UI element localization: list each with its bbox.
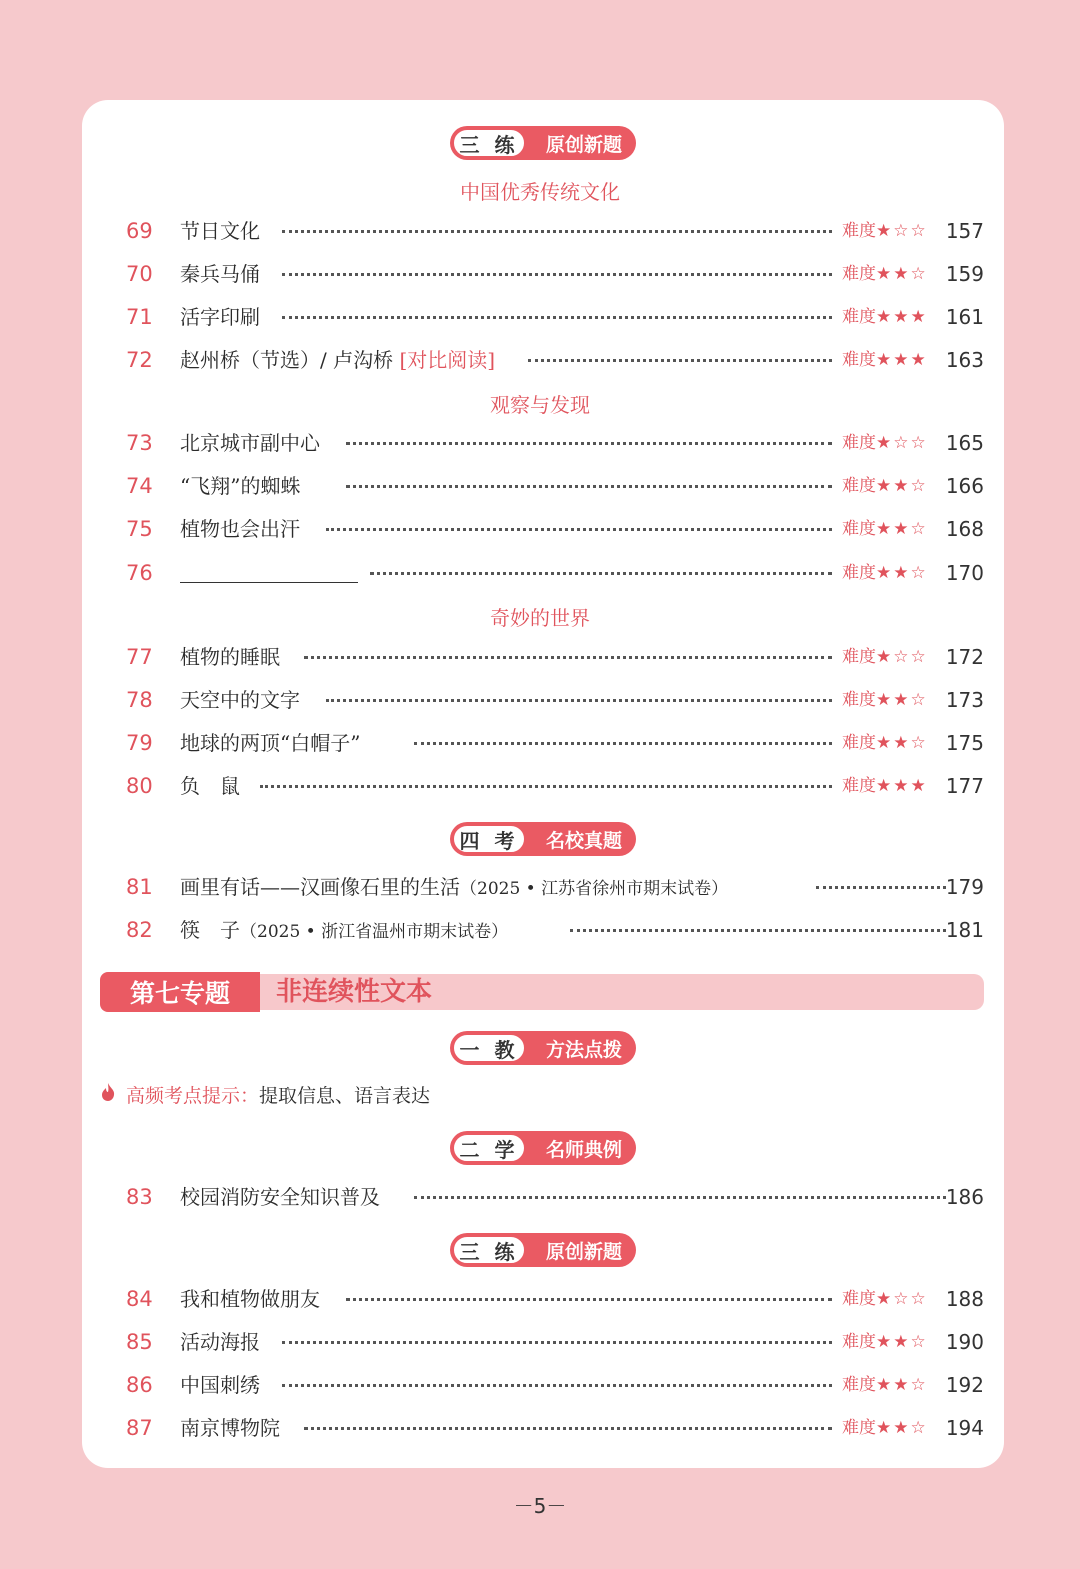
difficulty	[842, 512, 928, 546]
page-number: 192	[945, 1373, 984, 1397]
toc-row[interactable]	[0, 512, 1080, 546]
page-number: 163	[945, 348, 984, 372]
item-title: 筷 子	[180, 918, 240, 942]
item-title: 植物也会出汗	[180, 517, 300, 541]
item-number: 73	[126, 431, 153, 455]
toc-row[interactable]	[0, 343, 1080, 377]
item-number: 75	[126, 517, 153, 541]
difficulty-label: 难度	[842, 1375, 876, 1395]
difficulty-label: 难度	[842, 776, 876, 796]
difficulty	[842, 1325, 928, 1359]
page-number: 188	[945, 1287, 984, 1311]
difficulty-label: 难度	[842, 733, 876, 753]
title-blank-line[interactable]	[180, 582, 358, 583]
toc-row[interactable]	[0, 257, 1080, 291]
item-title: 秦兵马俑	[180, 262, 260, 286]
item-number: 70	[126, 262, 153, 286]
chapter-tab: 第七专题	[100, 972, 260, 1012]
page-number: 172	[945, 645, 984, 669]
banner-left-label: 二 学	[452, 1133, 526, 1163]
difficulty	[842, 1282, 928, 1316]
difficulty-label: 难度	[842, 647, 876, 667]
item-title: 赵州桥（节选）/ 卢沟桥	[180, 348, 394, 372]
page-number: 177	[945, 774, 984, 798]
star-icon: ★★☆	[876, 1418, 928, 1438]
banner-exam	[450, 822, 636, 856]
item-title: 中国刺绣	[180, 1373, 260, 1397]
star-icon: ★★★	[876, 350, 928, 370]
toc-row[interactable]	[0, 726, 1080, 760]
item-number: 81	[126, 875, 153, 899]
difficulty	[842, 343, 928, 377]
item-title: “飞翔”的蜘蛛	[180, 474, 301, 498]
item-number: 86	[126, 1373, 153, 1397]
page-number: 165	[945, 431, 984, 455]
item-title: 我和植物做朋友	[180, 1287, 320, 1311]
flame-icon	[100, 1081, 126, 1113]
chapter-header	[100, 972, 984, 1012]
difficulty	[842, 426, 928, 460]
banner-practice	[450, 126, 636, 160]
leader-dots	[528, 359, 832, 362]
difficulty-label: 难度	[842, 433, 876, 453]
toc-row[interactable]	[0, 1411, 1080, 1445]
difficulty	[842, 300, 928, 334]
leader-dots	[282, 230, 832, 233]
page-number: 186	[945, 1185, 984, 1209]
star-icon: ★☆☆	[876, 433, 928, 453]
item-number: 85	[126, 1330, 153, 1354]
section-title-observe: 观察与发现	[490, 393, 590, 417]
item-number: 77	[126, 645, 153, 669]
toc-row[interactable]	[0, 640, 1080, 674]
difficulty	[842, 726, 928, 760]
banner-right-label: 名师典例	[545, 1138, 622, 1161]
leader-dots	[282, 1341, 832, 1344]
leader-dots	[304, 656, 832, 659]
difficulty	[842, 1411, 928, 1445]
item-number: 72	[126, 348, 153, 372]
star-icon: ★★☆	[876, 1332, 928, 1352]
leader-dots	[304, 1427, 832, 1430]
difficulty	[842, 556, 928, 590]
page-number: 190	[945, 1330, 984, 1354]
difficulty-label: 难度	[842, 1332, 876, 1352]
banner-practice-2	[450, 1233, 636, 1267]
item-title-group	[180, 343, 495, 377]
page-number: 159	[945, 262, 984, 286]
difficulty-label: 难度	[842, 221, 876, 241]
chapter-name: 非连续性文本	[276, 977, 433, 1007]
star-icon: ★☆☆	[876, 221, 928, 241]
toc-row[interactable]	[0, 870, 1080, 904]
difficulty	[842, 769, 928, 803]
banner-left-label: 一 教	[452, 1033, 526, 1063]
toc-row[interactable]	[0, 1325, 1080, 1359]
item-title: 北京城市副中心	[180, 431, 320, 455]
page-number: 173	[945, 688, 984, 712]
star-icon: ★★☆	[876, 264, 928, 284]
banner-learn	[450, 1131, 636, 1165]
difficulty	[842, 257, 928, 291]
leader-dots	[326, 528, 832, 531]
item-title: 节日文化	[180, 219, 260, 243]
toc-row[interactable]	[0, 683, 1080, 717]
tip-text: 提取信息、语言表达	[259, 1085, 431, 1107]
difficulty	[842, 1368, 928, 1402]
leader-dots	[282, 273, 832, 276]
page-number: 157	[945, 219, 984, 243]
page-footer-number: －5－	[513, 1494, 567, 1518]
item-number: 71	[126, 305, 153, 329]
item-title: 植物的睡眠	[180, 645, 280, 669]
difficulty-label: 难度	[842, 690, 876, 710]
difficulty-label: 难度	[842, 563, 876, 583]
star-icon: ★☆☆	[876, 647, 928, 667]
item-number: 74	[126, 474, 153, 498]
toc-row[interactable]	[0, 1180, 1080, 1214]
toc-row[interactable]	[0, 913, 1080, 947]
banner-left-label: 三 练	[452, 128, 526, 158]
section-title-culture: 中国优秀传统文化	[460, 180, 620, 204]
leader-dots	[570, 929, 946, 932]
item-title-group	[180, 870, 728, 906]
page-number: 161	[945, 305, 984, 329]
item-number: 76	[126, 561, 153, 585]
page-number: 170	[945, 561, 984, 585]
toc-row[interactable]	[0, 300, 1080, 334]
difficulty	[842, 469, 928, 503]
item-number: 79	[126, 731, 153, 755]
leader-dots	[326, 699, 832, 702]
item-title: 校园消防安全知识普及	[180, 1185, 380, 1209]
page-number: 194	[945, 1416, 984, 1440]
difficulty-label: 难度	[842, 1289, 876, 1309]
leader-dots	[282, 1384, 832, 1387]
difficulty-label: 难度	[842, 519, 876, 539]
item-title-group	[180, 913, 508, 949]
star-icon: ★★☆	[876, 563, 928, 583]
item-title: 活字印刷	[180, 305, 260, 329]
star-icon: ★☆☆	[876, 1289, 928, 1309]
section-title-world: 奇妙的世界	[490, 606, 590, 630]
toc-row[interactable]	[0, 469, 1080, 503]
leader-dots	[346, 442, 832, 445]
item-title: 画里有话——汉画像石里的生活	[180, 875, 460, 899]
star-icon: ★★☆	[876, 733, 928, 753]
leader-dots	[260, 785, 832, 788]
banner-left-label: 三 练	[452, 1235, 526, 1265]
tip-label: 高频考点提示：	[126, 1085, 260, 1107]
banner-teach	[450, 1031, 636, 1065]
item-number: 69	[126, 219, 153, 243]
star-icon: ★★☆	[876, 690, 928, 710]
star-icon: ★★★	[876, 307, 928, 327]
banner-right-label: 原创新题	[545, 1240, 622, 1263]
toc-row[interactable]	[0, 426, 1080, 460]
item-number: 78	[126, 688, 153, 712]
banner-right-label: 原创新题	[545, 133, 622, 156]
item-number: 84	[126, 1287, 153, 1311]
difficulty	[842, 683, 928, 717]
item-title: 活动海报	[180, 1330, 260, 1354]
banner-right-label: 方法点拨	[545, 1038, 622, 1061]
toc-row[interactable]	[0, 1368, 1080, 1402]
item-title: 南京博物院	[180, 1416, 280, 1440]
leader-dots	[346, 1298, 832, 1301]
toc-row[interactable]	[0, 1282, 1080, 1316]
banner-right-label: 名校真题	[545, 829, 622, 852]
item-title: 地球的两顶“白帽子”	[180, 731, 361, 755]
difficulty-label: 难度	[842, 1418, 876, 1438]
item-title: 负 鼠	[180, 774, 240, 798]
item-number: 82	[126, 918, 153, 942]
item-number: 87	[126, 1416, 153, 1440]
leader-dots	[282, 316, 832, 319]
item-tag: [对比阅读]	[399, 348, 496, 372]
difficulty-label: 难度	[842, 264, 876, 284]
item-number: 83	[126, 1185, 153, 1209]
page-number: 175	[945, 731, 984, 755]
leader-dots	[414, 742, 832, 745]
item-source-note: （2025 • 浙江省温州市期末试卷）	[240, 922, 509, 942]
difficulty-label: 难度	[842, 307, 876, 327]
toc-row[interactable]	[0, 556, 1080, 590]
item-number: 80	[126, 774, 153, 798]
page-number: 168	[945, 517, 984, 541]
leader-dots	[370, 572, 832, 575]
star-icon: ★★☆	[876, 519, 928, 539]
difficulty-label: 难度	[842, 476, 876, 496]
banner-left-label: 四 考	[452, 824, 526, 854]
page-number: 166	[945, 474, 984, 498]
toc-row[interactable]	[0, 214, 1080, 248]
leader-dots	[346, 485, 832, 488]
page-number: 181	[945, 918, 984, 942]
leader-dots	[414, 1196, 946, 1199]
toc-row[interactable]	[0, 769, 1080, 803]
star-icon: ★★★	[876, 776, 928, 796]
difficulty-label: 难度	[842, 350, 876, 370]
item-source-note: （2025 • 江苏省徐州市期末试卷）	[460, 879, 729, 899]
star-icon: ★★☆	[876, 1375, 928, 1395]
difficulty	[842, 640, 928, 674]
tip-line	[100, 1080, 430, 1112]
item-title: 天空中的文字	[180, 688, 300, 712]
star-icon: ★★☆	[876, 476, 928, 496]
leader-dots	[816, 886, 946, 889]
difficulty	[842, 214, 928, 248]
page-number: 179	[945, 875, 984, 899]
